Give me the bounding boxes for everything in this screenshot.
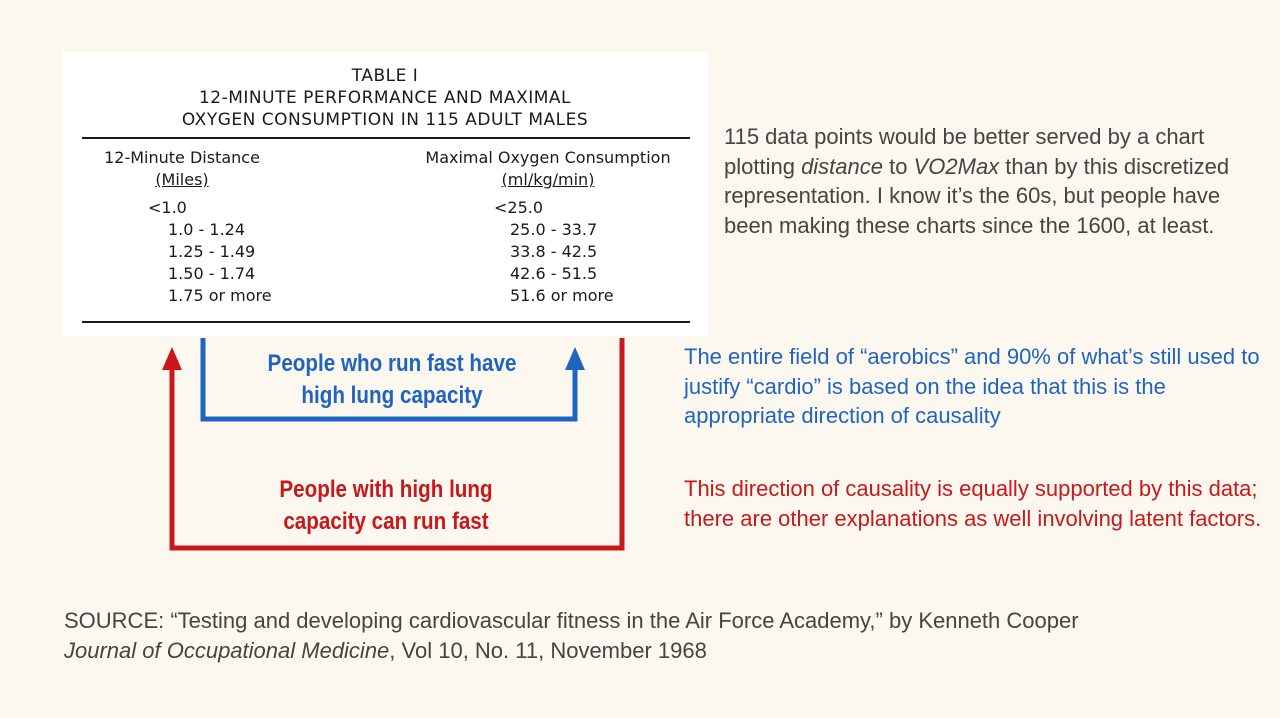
table-subtitle-line1: 12-MINUTE PERFORMANCE AND MAXIMAL	[198, 88, 571, 108]
red-arrow-label-line1: People with high lung	[279, 476, 493, 503]
table-subtitle-line2: OXYGEN CONSUMPTION IN 115 ADULT MALES	[181, 110, 589, 130]
table-cell-distance: 1.0 - 1.24	[168, 220, 246, 239]
blue-causality-note: The entire field of “aerobics” and 90% of what’s still used to justify “cardio” is based on the idea that this is the appropriate direction of causality	[684, 344, 1260, 428]
journal-name: Journal of Occupational Medicine	[64, 637, 390, 663]
table-cell-vo2: 33.8 - 42.5	[510, 242, 598, 261]
table-cell-distance: <1.0	[148, 198, 187, 217]
red-arrow-label-line2: capacity can run fast	[283, 508, 489, 535]
column-header-distance-label: 12-Minute Distance	[104, 148, 260, 167]
red-causality-note: This direction of causality is equally supported by this data; there are other explanations as well involving latent factors.	[684, 476, 1262, 531]
column-header-distance-unit: (Miles)	[155, 170, 209, 189]
note-emphasis-distance: distance	[801, 153, 884, 179]
table-title: TABLE I	[351, 66, 419, 86]
column-header-vo2-unit: (ml/kg/min)	[501, 170, 595, 189]
source-line2	[64, 636, 1244, 666]
table-cell-vo2: 42.6 - 51.5	[510, 264, 598, 283]
red-arrow-label	[224, 474, 547, 538]
journal-details: , Vol 10, No. 11, November 1968	[389, 637, 707, 663]
note-text: than by this discretized representation. I know it’s the 60s, but people have been making these charts since the 1600, at least.	[724, 153, 1230, 238]
blue-arrow-label-line1: People who run fast have	[267, 350, 517, 377]
column-header-vo2-label: Maximal Oxygen Consumption	[425, 148, 671, 167]
table-cell-distance: 1.25 - 1.49	[168, 242, 256, 261]
note-text: to	[883, 153, 914, 179]
table-cell-vo2: 25.0 - 33.7	[510, 220, 598, 239]
source-line1: SOURCE: “Testing and developing cardiovascular fitness in the Air Force Academy,” by Kenneth Cooper	[64, 608, 1079, 633]
table-cell-distance: 1.75 or more	[168, 286, 272, 305]
blue-arrow-label	[229, 348, 556, 412]
note-text: 115 data points would be better served by a chart plotting	[724, 124, 1205, 179]
blue-arrowhead-icon	[565, 347, 585, 370]
table-cell-vo2: <25.0	[494, 198, 544, 217]
table-cell-vo2: 51.6 or more	[510, 286, 614, 305]
commentary-note	[724, 122, 1264, 240]
blue-arrow-label-line2: high lung capacity	[301, 382, 483, 409]
note-emphasis-vo2max: VO2Max	[913, 153, 1000, 179]
table-cell-distance: 1.50 - 1.74	[168, 264, 256, 283]
red-arrowhead-icon	[162, 347, 182, 370]
source-citation	[64, 606, 1244, 665]
